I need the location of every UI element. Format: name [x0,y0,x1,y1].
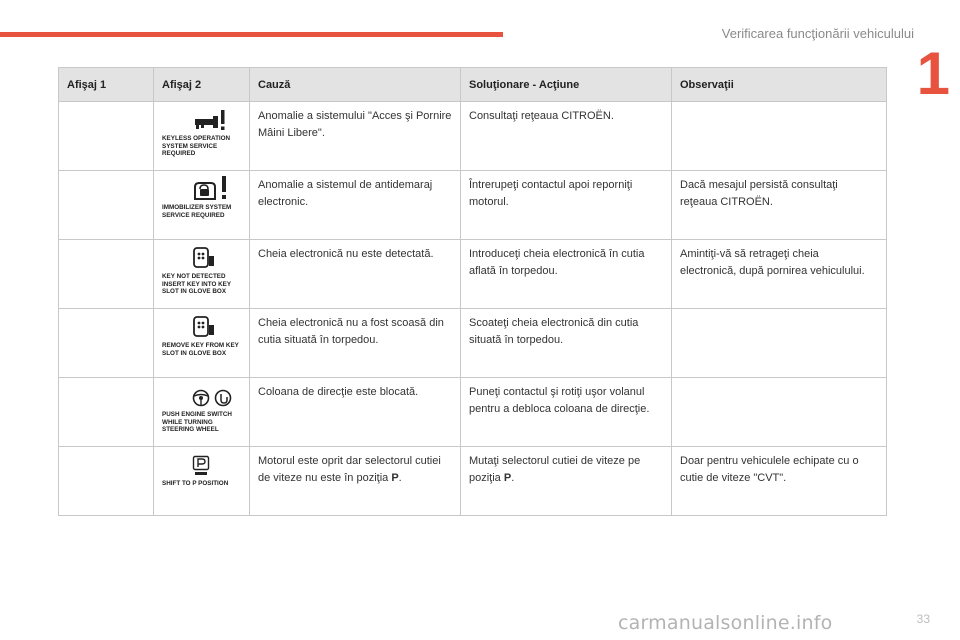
table-row [59,447,887,516]
key-not-detected-icon [192,246,216,270]
notes-cell [672,102,887,171]
display1-cell [59,240,154,309]
display1-cell [59,309,154,378]
display2-cell [154,102,250,171]
action-cell [461,447,672,516]
message-caption: PUSH ENGINE SWITCH WHILE TURNING STEERING WHEEL [162,411,232,433]
action-text-end: . [511,472,515,484]
column-header-action: Soluţionare - Acţiune [461,68,672,102]
message-caption: SHIFT TO P POSITION [162,480,229,487]
display2-cell [154,447,250,516]
message-caption: KEY NOT DETECTED INSERT KEY INTO KEY SLOT IN GLOVE BOX [162,273,232,295]
column-header-notes: Observaţii [672,68,887,102]
cause-text-end: . [398,472,402,484]
table-row [59,378,887,447]
action-cell: Întrerupeţi contactul apoi reporniţi motorul. [461,171,672,240]
cause-cell: Cheia electronică nu este detectată. [250,240,461,309]
table-row [59,102,887,171]
shift-to-p-icon [192,455,210,477]
push-button-icon [214,388,232,408]
page-number: 33 [916,612,930,626]
table-row [59,171,887,240]
section-title: Verificarea funcţionării vehiculului [721,26,914,41]
cause-cell [250,447,461,516]
watermark: carmanualsonline.info [618,612,833,634]
cause-cell: Anomalie a sistemul de antidemaraj electronic. [250,171,461,240]
action-cell: Puneţi contactul şi rotiţi uşor volanul pentru a debloca coloana de direcţie. [461,378,672,447]
immobilizer-warning-icon [192,175,232,201]
fault-message-table [58,67,887,516]
keyless-warning-icon [192,108,228,132]
table-row [59,309,887,378]
cause-text: Motorul este oprit dar selectorul cutiei de viteze nu este în poziţia [258,455,441,484]
action-cell: Consultaţi reţeaua CITROËN. [461,102,672,171]
action-cell: Introduceţi cheia electronică în cutia aflată în torpedou. [461,240,672,309]
steering-wheel-icon [192,388,210,408]
table-row [59,240,887,309]
display1-cell [59,171,154,240]
notes-cell: Dacă mesajul persistă consultaţi reţeaua CITROËN. [672,171,887,240]
display2-cell [154,309,250,378]
cause-cell: Cheia electronică nu a fost scoasă din cutia situată în torpedou. [250,309,461,378]
header-accent-bar [0,32,503,37]
message-caption: IMMOBILIZER SYSTEM SERVICE REQUIRED [162,204,232,219]
display1-cell [59,102,154,171]
cause-cell: Coloana de direcţie este blocată. [250,378,461,447]
cause-cell: Anomalie a sistemului "Acces şi Pornire Mâini Libere". [250,102,461,171]
display2-cell [154,240,250,309]
action-text: Mutaţi selectorul cutiei de viteze pe poziţia [469,455,641,484]
column-header-cause: Cauză [250,68,461,102]
notes-cell [672,309,887,378]
table-header-row [59,68,887,102]
display2-cell [154,171,250,240]
message-caption: KEYLESS OPERATION SYSTEM SERVICE REQUIRED [162,135,231,157]
gear-position-label: P [503,472,512,484]
message-caption: REMOVE KEY FROM KEY SLOT IN GLOVE BOX [162,342,239,357]
chapter-number: 1 [916,40,950,107]
notes-cell: Doar pentru vehiculele echipate cu o cutie de viteze "CVT". [672,447,887,516]
display2-cell [154,378,250,447]
column-header-display1: Afişaj 1 [59,68,154,102]
display1-cell [59,378,154,447]
action-cell: Scoateţi cheia electronică din cutia situată în torpedou. [461,309,672,378]
notes-cell: Amintiţi-vă să retrageţi cheia electronică, după pornirea vehiculului. [672,240,887,309]
column-header-display2: Afişaj 2 [154,68,250,102]
display1-cell [59,447,154,516]
gear-position-label: P [391,472,399,484]
remove-key-icon [192,315,216,339]
notes-cell [672,378,887,447]
